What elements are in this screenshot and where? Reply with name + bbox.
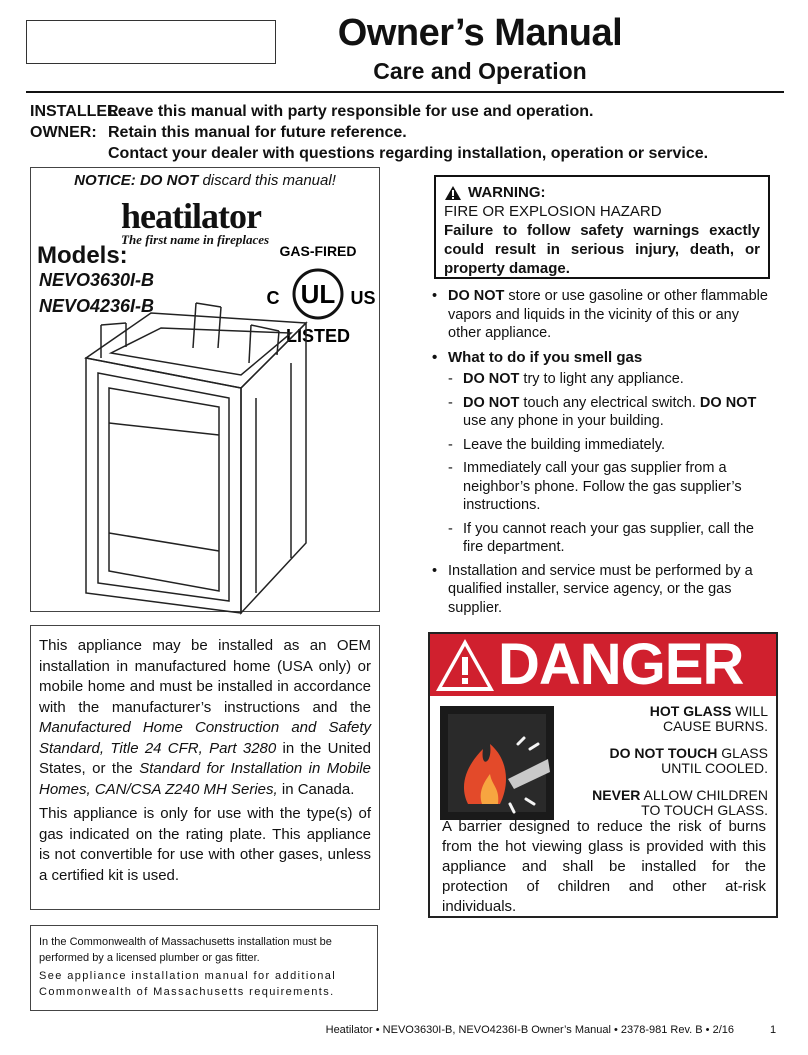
barrier-note: A barrier designed to reduce the risk of burns from the hot viewing glass is provided with this appliance and shall be installed for the protection of children and other at-risk individuals.	[442, 818, 766, 915]
installer-label: INSTALLER:	[30, 103, 124, 120]
page-title: Owner’s Manual	[337, 12, 623, 54]
ul-top-text: GAS-FIRED	[279, 243, 357, 259]
danger-word: DANGER	[498, 632, 744, 697]
gas-safety-list	[432, 287, 772, 623]
model-1: NEVO3630I-B	[39, 270, 155, 290]
list-item: - If you cannot reach your gas supplier, call the fire department.	[448, 520, 754, 555]
warning-body: Failure to follow safety warnings exactly could result in serious injury, death, or property damage.	[444, 222, 760, 277]
ul-center-text: UL	[300, 279, 336, 309]
massachusetts-panel: In the Commonwealth of Massachusetts installation must be performed by a licensed plumber or gas fitter. See appliance installation manual for additional Commonwealth of Massachusetts requirements.	[30, 925, 378, 1011]
danger-panel	[428, 632, 778, 918]
owner-text: Retain this manual for future reference.	[108, 124, 407, 141]
smell-gas-heading: What to do if you smell gas	[448, 348, 643, 366]
hot-glass-burn-icon	[438, 704, 556, 822]
model-2: NEVO4236I-B	[39, 296, 155, 316]
gas-type-note: This appliance is only for use with the type(s) of gas indicated on the rating plate. This appliance is not convertible for use with other gases, unless a certified kit is used.	[39, 805, 371, 884]
warning-triangle-icon	[444, 185, 462, 201]
models-panel	[30, 167, 380, 612]
heatilator-logo	[121, 198, 269, 248]
oem-installation-panel: This appliance may be installed as an OEM installation in manufactured home (USA only) or mobile home and must be installed in accordance with the manufacturer’s instructions and the Manufactured Home Construction and Safety Standard, Title 24 CFR, Part 3280 in the United States, or the Standard for Installation in Mobile Homes, CAN/CSA Z240 MH Series, in Canada. This appliance is only for use with the type(s) of gas indicated on the rating plate. This appliance is not convertible for use with other gases, unless a certified kit is used.	[30, 625, 380, 910]
blank-label-box	[26, 20, 276, 64]
danger-line-3: NEVER ALLOW CHILDREN TO TOUCH GLASS.	[592, 787, 768, 818]
header-divider	[26, 91, 784, 93]
list-item: • DO NOT store or use gasoline or other flammable vapors and liquids in the vicinity of this or any other appliance.	[432, 288, 768, 341]
list-item: - Immediately call your gas supplier from a neighbor’s phone. Follow the gas supplier’s instructions.	[448, 460, 742, 513]
danger-banner	[430, 634, 776, 696]
installer-owner-instructions	[30, 101, 708, 164]
list-item: - DO NOT touch any electrical switch. DO NOT use any phone in your building.	[448, 394, 757, 429]
list-item: - DO NOT try to light any appliance.	[448, 371, 684, 387]
notice-line: NOTICE: DO NOT discard this manual!	[74, 172, 336, 189]
logo-tagline: The first name in fireplaces	[121, 232, 270, 247]
ul-left-text: C	[266, 288, 280, 308]
danger-line-1: HOT GLASS WILL CAUSE BURNS.	[649, 703, 768, 734]
page-subtitle: Care and Operation	[373, 58, 587, 84]
warning-heading: WARNING:	[468, 184, 546, 201]
installer-text: Leave this manual with party responsible for use and operation.	[108, 103, 594, 120]
page-footer: Heatilator • NEVO3630I-B, NEVO4236I-B Owner’s Manual • 2378-981 Rev. B • 2/16	[325, 1024, 734, 1036]
danger-line-2: DO NOT TOUCH GLASS UNTIL COOLED.	[609, 745, 768, 776]
list-item: • Installation and service must be performed by a qualified installer, service agency, or the gas supplier.	[432, 562, 753, 616]
list-item: • What to do if you smell gas	[432, 348, 643, 366]
warning-hazard: FIRE OR EXPLOSION HAZARD	[444, 203, 662, 220]
page-number: 1	[770, 1024, 777, 1036]
fireplace-illustration	[81, 303, 331, 613]
contact-text: Contact your dealer with questions regarding installation, operation or service.	[108, 145, 709, 162]
ul-bottom-text: LISTED	[285, 326, 351, 346]
logo-word: heatilator	[121, 196, 261, 236]
owner-label: OWNER:	[30, 124, 97, 141]
ul-right-text: US	[350, 288, 376, 308]
list-item: - Leave the building immediately.	[448, 436, 666, 453]
models-label: Models:	[37, 242, 128, 269]
warning-box	[434, 175, 770, 279]
exclamation-triangle-icon	[434, 637, 496, 693]
